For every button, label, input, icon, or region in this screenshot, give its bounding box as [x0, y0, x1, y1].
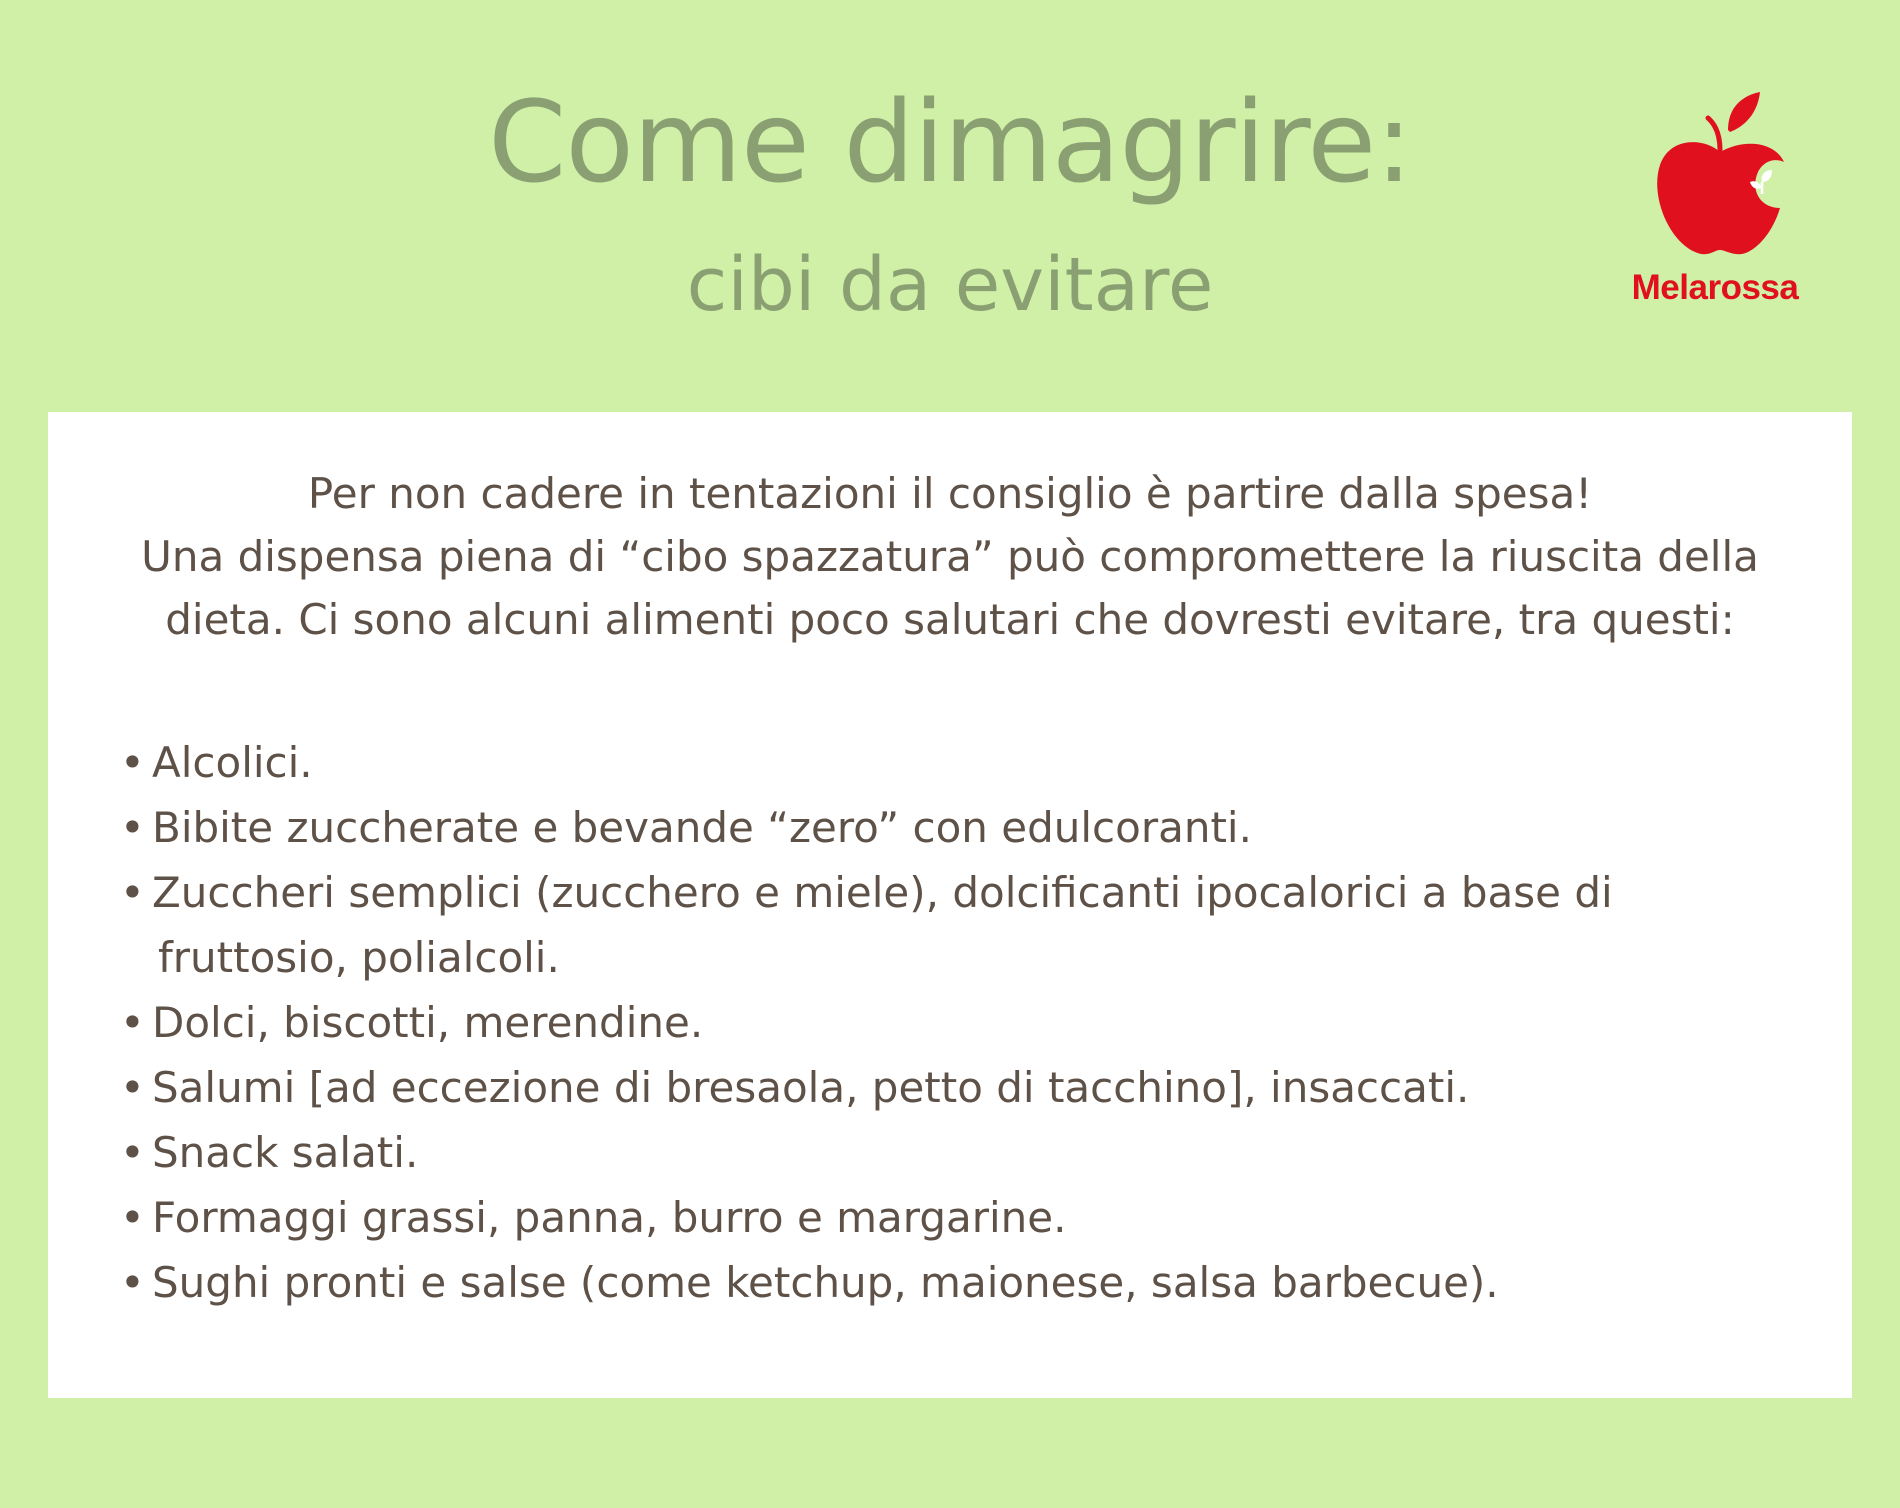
foods-to-avoid-list [120, 730, 1800, 1315]
melarossa-logo [1600, 90, 1830, 320]
list-item [120, 990, 1800, 1055]
content-card [48, 412, 1852, 1398]
list-item-text: Salumi [ad eccezione di bresaola, petto di tacchino], insaccati. [152, 1063, 1470, 1112]
bullet: • [120, 738, 145, 787]
page-subtitle: cibi da evitare [686, 242, 1214, 328]
bullet: • [120, 803, 145, 852]
list-item [120, 1055, 1800, 1120]
intro-line: Una dispensa piena di “cibo spazzatura” può compromettere la riuscita della [141, 532, 1759, 581]
list-item [120, 1185, 1800, 1250]
brand-name: Melarossa [1631, 268, 1799, 307]
list-item [120, 795, 1800, 860]
page-title: Come dimagrire: [488, 78, 1412, 208]
list-item-text: Zuccheri semplici (zucchero e miele), dolcificanti ipocalorici a base di [152, 868, 1613, 917]
list-item [120, 860, 1800, 990]
bullet: • [120, 1063, 145, 1112]
list-item [120, 1250, 1800, 1315]
bullet: • [120, 1128, 145, 1177]
list-item-text: Dolci, biscotti, merendine. [152, 998, 704, 1047]
list-item [120, 730, 1800, 795]
list-item-text: Sughi pronti e salse (come ketchup, maionese, salsa barbecue). [152, 1258, 1499, 1307]
list-item-text: Snack salati. [152, 1128, 419, 1177]
intro-paragraph [108, 462, 1792, 651]
list-item-text: Alcolici. [152, 738, 313, 787]
bullet: • [120, 998, 145, 1047]
list-item-text: Formaggi grassi, panna, burro e margarine. [152, 1193, 1067, 1242]
bullet: • [120, 1258, 145, 1307]
bullet: • [120, 868, 145, 917]
header [0, 0, 1900, 400]
bullet: • [120, 1193, 145, 1242]
list-item [120, 1120, 1800, 1185]
list-item-text: Bibite zuccherate e bevande “zero” con edulcoranti. [152, 803, 1252, 852]
apple-icon [1650, 90, 1790, 260]
intro-line: Per non cadere in tentazioni il consiglio è partire dalla spesa! [307, 469, 1593, 518]
list-item-text-continued: fruttosio, polialcoli. [158, 933, 560, 982]
intro-line: dieta. Ci sono alcuni alimenti poco salutari che dovresti evitare, tra questi: [165, 595, 1735, 644]
